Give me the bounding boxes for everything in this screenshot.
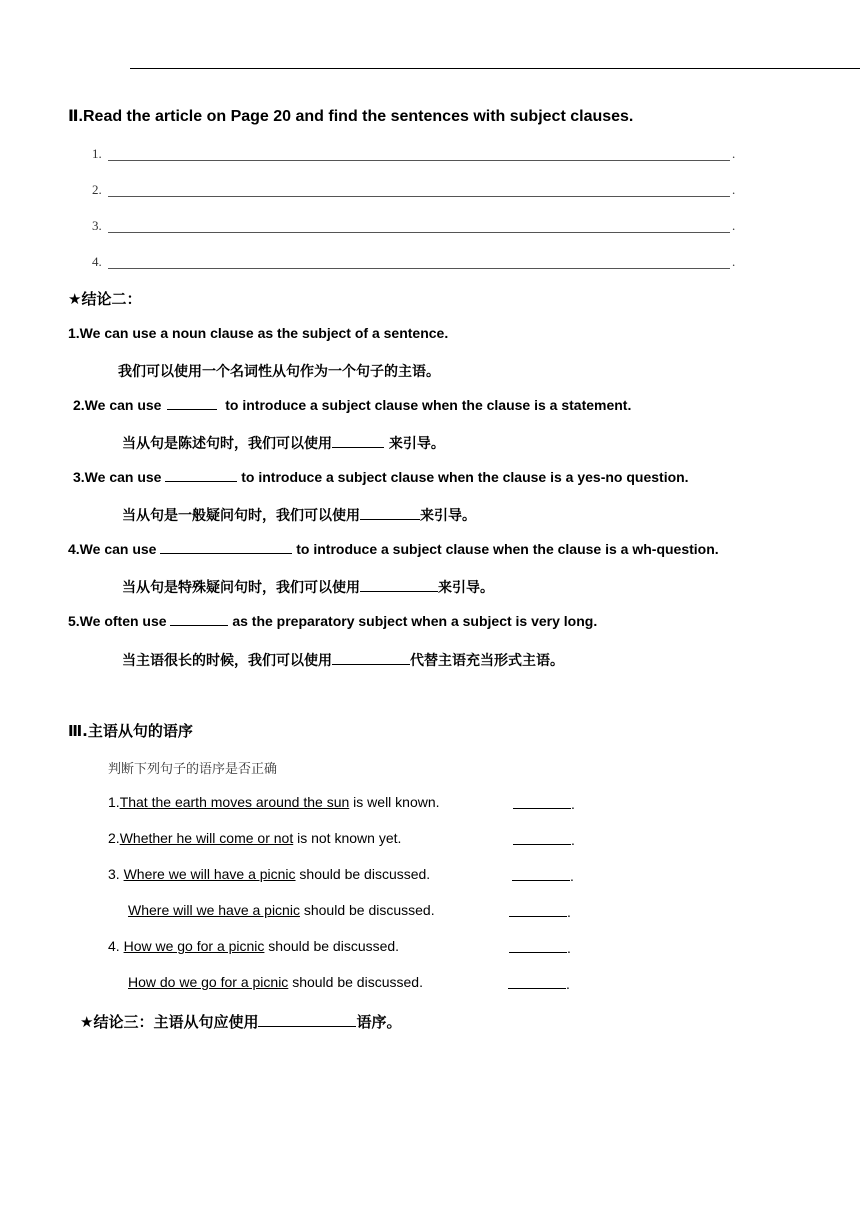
answer-end: . — [567, 904, 571, 920]
answer-blank[interactable] — [108, 232, 730, 233]
item-text: 当主语很长的时候，我们可以使用 — [122, 653, 332, 669]
answer-end: . — [570, 868, 574, 884]
answer-blank[interactable] — [512, 866, 570, 881]
conclusion2-item-5-cn — [122, 650, 564, 670]
fill-blank[interactable] — [165, 469, 237, 482]
order-answer-4b[interactable] — [508, 974, 570, 992]
item-number: 1. — [108, 794, 120, 810]
underlined-clause: That the earth moves around the sun — [119, 794, 350, 810]
answer-line-4[interactable] — [92, 254, 752, 274]
underlined-clause: Where we will have a picnic — [123, 866, 296, 882]
answer-line-2[interactable] — [92, 182, 752, 202]
fill-blank[interactable] — [170, 613, 228, 626]
answer-blank[interactable] — [508, 974, 566, 989]
answer-line-end: . — [732, 146, 736, 161]
order-item-4 — [108, 938, 399, 954]
item-text: to introduce a subject clause when the clause is a wh-question. — [292, 541, 719, 557]
underlined-clause: How do we go for a picnic — [128, 974, 289, 990]
answer-line-1[interactable] — [92, 146, 752, 166]
conclusion2-item-2-en — [73, 397, 631, 413]
item-text: 来引导。 — [384, 436, 445, 452]
item-text: is well known. — [349, 794, 440, 810]
fill-blank[interactable] — [167, 397, 217, 410]
section3-instruction: 判断下列句子的语序是否正确 — [108, 761, 278, 776]
item-text: 来引导。 — [420, 508, 476, 524]
item-text: should be discussed. — [299, 902, 435, 918]
answer-line-number: 2. — [92, 182, 102, 197]
conclusion2-item-1-cn — [118, 361, 440, 381]
answer-blank[interactable] — [513, 830, 571, 845]
item-text: 我们可以使用一个名词性从句作为一个句子的主语。 — [118, 364, 440, 380]
conclusion2-item-3-en — [73, 469, 689, 485]
underlined-clause: Whether he will come or not — [119, 830, 294, 846]
item-text: should be discussed. — [295, 866, 431, 882]
order-item-1 — [108, 794, 440, 810]
answer-line-number: 4. — [92, 254, 102, 269]
item-text: 2.We can use — [73, 397, 166, 413]
item-text: 代替主语充当形式主语。 — [410, 653, 564, 669]
answer-end: . — [566, 976, 570, 992]
answer-line-3[interactable] — [92, 218, 752, 238]
conclusion2-item-4-cn — [122, 577, 494, 597]
item-text: 当从句是陈述句时，我们可以使用 — [122, 436, 332, 452]
item-text: 当从句是一般疑问句时，我们可以使用 — [122, 508, 360, 524]
fill-blank[interactable] — [360, 579, 438, 592]
order-item-2 — [108, 830, 401, 846]
fill-blank[interactable] — [160, 541, 292, 554]
order-item-3b — [128, 902, 435, 918]
order-item-3 — [108, 866, 430, 882]
answer-blank[interactable] — [108, 268, 730, 269]
answer-line-number: 3. — [92, 218, 102, 233]
answer-line-end: . — [732, 218, 736, 233]
item-number: 2. — [108, 830, 120, 846]
fill-blank[interactable] — [360, 507, 420, 520]
order-answer-1[interactable] — [513, 794, 575, 812]
item-text: 4.We can use — [68, 541, 161, 557]
item-text: as the preparatory subject when a subject is very long. — [228, 613, 598, 629]
conclusion2-item-4-en — [68, 541, 719, 557]
answer-end: . — [567, 940, 571, 956]
item-text: 5.We often use — [68, 613, 171, 629]
item-text: 来引导。 — [438, 580, 494, 596]
item-number: 3. — [108, 866, 124, 882]
answer-blank[interactable] — [108, 160, 730, 161]
fill-blank[interactable] — [258, 1013, 356, 1027]
order-answer-2[interactable] — [513, 830, 575, 848]
item-text: should be discussed. — [264, 938, 400, 954]
answer-end: . — [571, 832, 575, 848]
section3-title: Ⅲ.主语从句的语序 — [68, 722, 193, 740]
conclusion2-heading: ★结论二： — [68, 290, 142, 308]
item-text: 3.We can use — [73, 469, 166, 485]
order-answer-4[interactable] — [509, 938, 571, 956]
answer-blank[interactable] — [509, 938, 567, 953]
header-rule — [130, 68, 860, 69]
item-text: is not known yet. — [293, 830, 402, 846]
conclusion3 — [80, 1011, 401, 1032]
conclusion2-item-2-cn — [122, 433, 445, 453]
order-answer-3[interactable] — [512, 866, 574, 884]
order-answer-3b[interactable] — [509, 902, 571, 920]
conclusion3-text: ★结论三：主语从句应使用 — [80, 1013, 259, 1031]
conclusion2-item-1-en — [68, 325, 448, 341]
conclusion3-text: 语序。 — [356, 1013, 402, 1031]
answer-line-number: 1. — [92, 146, 102, 161]
fill-blank[interactable] — [332, 652, 410, 665]
item-text: to introduce a subject clause when the clause is a statement. — [221, 397, 632, 413]
answer-end: . — [571, 796, 575, 812]
order-item-4b — [128, 974, 423, 990]
item-text: to introduce a subject clause when the clause is a yes-no question. — [237, 469, 689, 485]
answer-line-end: . — [732, 254, 736, 269]
item-number: 4. — [108, 938, 124, 954]
answer-blank[interactable] — [108, 196, 730, 197]
conclusion2-item-3-cn — [122, 505, 476, 525]
answer-line-end: . — [732, 182, 736, 197]
section2-title: Ⅱ.Read the article on Page 20 and find the sentences with subject clauses. — [68, 108, 634, 125]
item-text: should be discussed. — [288, 974, 423, 990]
answer-blank[interactable] — [513, 794, 571, 809]
item-text: 1.We can use a noun clause as the subject of a sentence. — [68, 325, 449, 341]
answer-blank[interactable] — [509, 902, 567, 917]
conclusion2-item-5-en — [68, 613, 597, 629]
underlined-clause: Where will we have a picnic — [128, 902, 300, 918]
fill-blank[interactable] — [332, 435, 384, 448]
item-text: 当从句是特殊疑问句时，我们可以使用 — [122, 580, 360, 596]
underlined-clause: How we go for a picnic — [123, 938, 265, 954]
